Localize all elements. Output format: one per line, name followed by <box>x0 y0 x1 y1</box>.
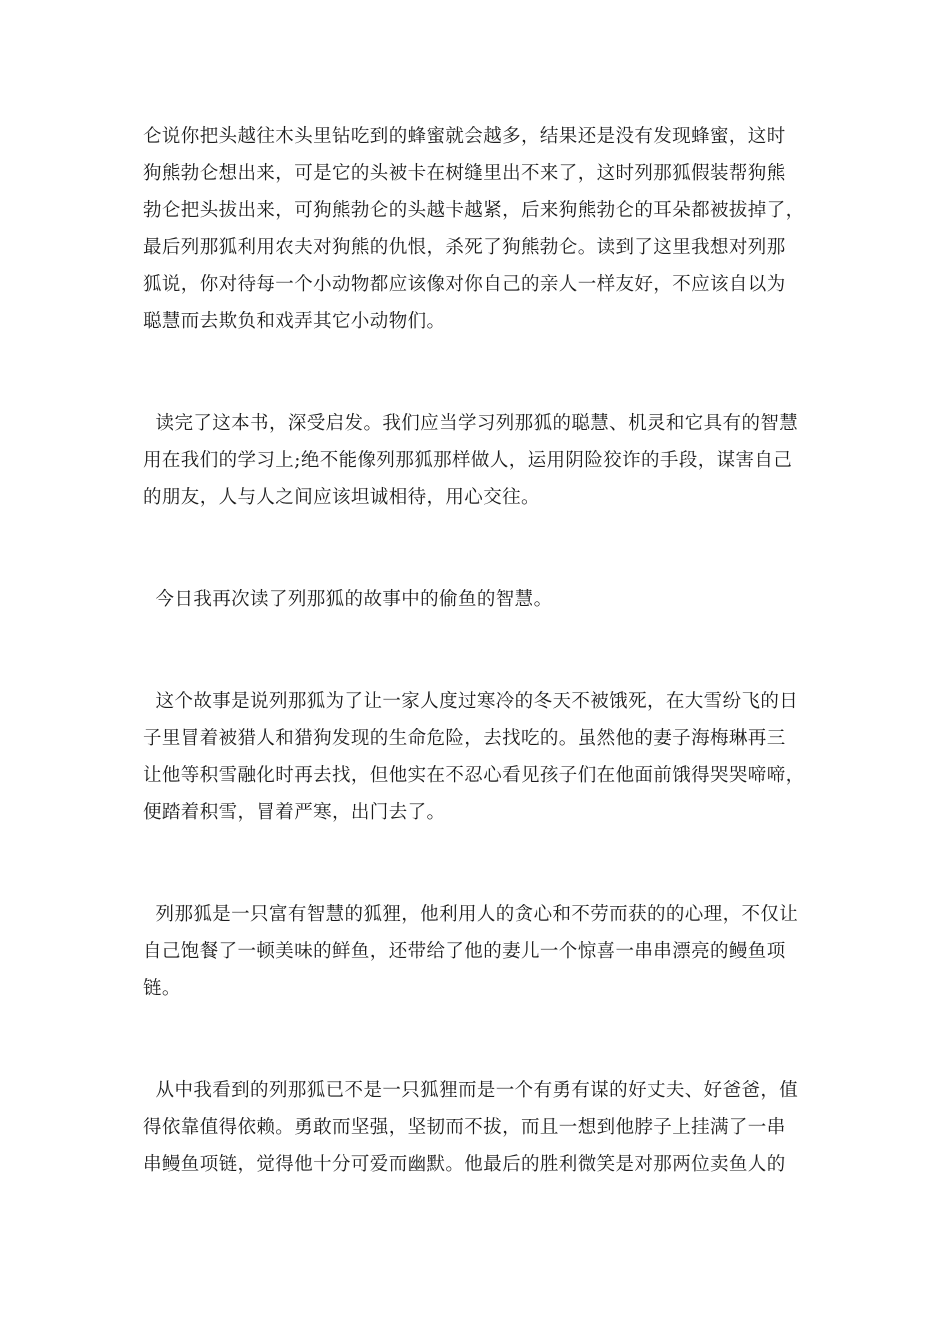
text-line: 仑说你把头越往木头里钻吃到的蜂蜜就会越多，结果还是没有发现蜂蜜，这时 <box>143 126 786 147</box>
paragraph <box>143 581 815 618</box>
text-line: 勃仑把头拔出来，可狗熊勃仑的头越卡越紧，后来狗熊勃仑的耳朵都被拔掉了， <box>143 200 805 221</box>
text-line: 串鳗鱼项链，觉得他十分可爱而幽默。他最后的胜利微笑是对那两位卖鱼人的 <box>143 1154 786 1175</box>
paragraph <box>143 1072 815 1183</box>
paragraph-spacer <box>143 1007 815 1072</box>
paragraph <box>143 896 815 1007</box>
text-line: 的朋友，人与人之间应该坦诚相待，用心交往。 <box>143 487 540 508</box>
paragraph-spacer <box>143 340 815 405</box>
text-line: 自己饱餐了一顿美味的鲜鱼，还带给了他的妻儿一个惊喜一串串漂亮的鳗鱼项 <box>143 941 786 962</box>
text-line: 狐说，你对待每一个小动物都应该像对你自己的亲人一样友好，不应该自以为 <box>143 274 786 295</box>
text-line: 聪慧而去欺负和戏弄其它小动物们。 <box>143 311 446 332</box>
text-line: 列那狐是一只富有智慧的狐狸，他利用人的贪心和不劳而获的的心理，不仅让 <box>143 904 799 925</box>
text-line: 读完了这本书，深受启发。我们应当学习列那狐的聪慧、机灵和它具有的智慧 <box>143 413 799 434</box>
text-line: 用在我们的学习上;绝不能像列那狐那样做人，运用阴险狡诈的手段，谋害自己 <box>143 450 793 471</box>
paragraph-spacer <box>143 618 815 683</box>
text-line: 从中我看到的列那狐已不是一只狐狸而是一个有勇有谋的好丈夫、好爸爸，值 <box>143 1080 799 1101</box>
paragraph-spacer <box>143 831 815 896</box>
text-line: 最后列那狐利用农夫对狗熊的仇恨，杀死了狗熊勃仑。读到了这里我想对列那 <box>143 237 786 258</box>
text-line: 让他等积雪融化时再去找，但他实在不忍心看见孩子们在他面前饿得哭哭啼啼， <box>143 765 805 786</box>
text-line: 这个故事是说列那狐为了让一家人度过寒冷的冬天不被饿死，在大雪纷飞的日 <box>143 691 799 712</box>
paragraph-spacer <box>143 516 815 581</box>
text-line: 链。 <box>143 978 181 999</box>
text-line: 子里冒着被猎人和猎狗发现的生命危险，去找吃的。虽然他的妻子海梅琳再三 <box>143 728 786 749</box>
paragraph <box>143 118 815 340</box>
text-line: 得依靠值得依赖。勇敢而坚强，坚韧而不拔，而且一想到他脖子上挂满了一串 <box>143 1117 786 1138</box>
paragraph <box>143 405 815 516</box>
text-line: 今日我再次读了列那狐的故事中的偷鱼的智慧。 <box>143 589 553 610</box>
document-body <box>143 118 815 1183</box>
paragraph <box>143 683 815 831</box>
text-line: 便踏着积雪，冒着严寒，出门去了。 <box>143 802 446 823</box>
text-line: 狗熊勃仑想出来，可是它的头被卡在树缝里出不来了，这时列那狐假装帮狗熊 <box>143 163 786 184</box>
